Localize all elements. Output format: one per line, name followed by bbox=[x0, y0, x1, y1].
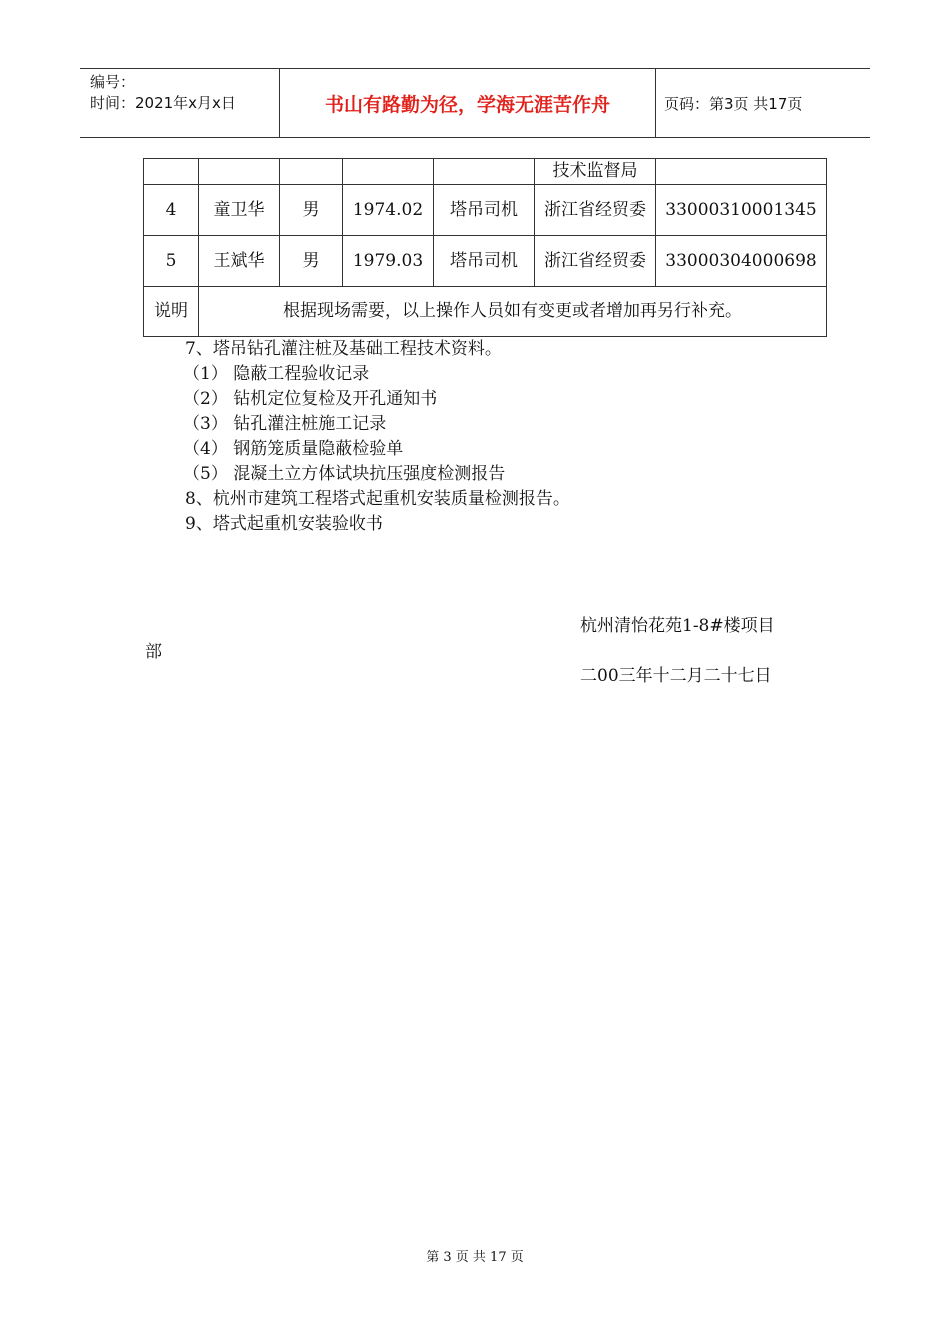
cell-issuer: 技术监督局 bbox=[535, 159, 656, 185]
operator-table bbox=[143, 158, 827, 337]
cell-sex: 男 bbox=[280, 236, 343, 287]
signature-org: 杭州清怡花苑1-8#楼项目 bbox=[580, 616, 775, 636]
cell-cert: 33000310001345 bbox=[656, 185, 827, 236]
signature-org-cont: 部 bbox=[145, 642, 162, 662]
cell-birth: 1974.02 bbox=[343, 185, 434, 236]
cell-sex: 男 bbox=[280, 185, 343, 236]
cell-issuer: 浙江省经贸委 bbox=[535, 236, 656, 287]
note-label: 说明 bbox=[144, 287, 199, 337]
header-time: 时间：2021年x月x日 bbox=[90, 94, 236, 112]
cell-no: 4 bbox=[144, 185, 199, 236]
cell-no: 5 bbox=[144, 236, 199, 287]
cell-birth: 1979.03 bbox=[343, 236, 434, 287]
table-note-row bbox=[144, 287, 827, 337]
header-motto: 书山有路勤为径，学海无涯苦作舟 bbox=[280, 69, 656, 137]
note-text: 根据现场需要，以上操作人员如有变更或者增加再另行补充。 bbox=[199, 287, 827, 337]
list-item: （2） 钻机定位复检及开孔通知书 bbox=[183, 389, 438, 409]
list-item: （3） 钻孔灌注桩施工记录 bbox=[183, 414, 387, 434]
signature-date: 二00三年十二月二十七日 bbox=[580, 666, 772, 686]
page-header bbox=[80, 68, 870, 138]
cell-name: 王斌华 bbox=[199, 236, 280, 287]
list-item: 7、塔吊钻孔灌注桩及基础工程技术资料。 bbox=[185, 339, 502, 359]
list-item: 8、杭州市建筑工程塔式起重机安装质量检测报告。 bbox=[185, 489, 570, 509]
cell-issuer: 浙江省经贸委 bbox=[535, 185, 656, 236]
list-item: （4） 钢筋笼质量隐蔽检验单 bbox=[183, 439, 404, 459]
table-row bbox=[144, 236, 827, 287]
page-footer: 第 3 页 共 17 页 bbox=[426, 1250, 524, 1265]
header-number: 编号： bbox=[90, 73, 136, 91]
header-meta bbox=[80, 69, 280, 137]
cell-name: 童卫华 bbox=[199, 185, 280, 236]
cell-job: 塔吊司机 bbox=[434, 185, 535, 236]
header-page-code: 页码：第3页 共17页 bbox=[664, 94, 803, 113]
list-item: （1） 隐蔽工程验收记录 bbox=[183, 364, 370, 384]
cell-cert: 33000304000698 bbox=[656, 236, 827, 287]
list-item: 9、塔式起重机安装验收书 bbox=[185, 514, 383, 534]
cell-job: 塔吊司机 bbox=[434, 236, 535, 287]
table-row bbox=[144, 185, 827, 236]
list-item: （5） 混凝土立方体试块抗压强度检测报告 bbox=[183, 464, 506, 484]
table-row bbox=[144, 159, 827, 185]
